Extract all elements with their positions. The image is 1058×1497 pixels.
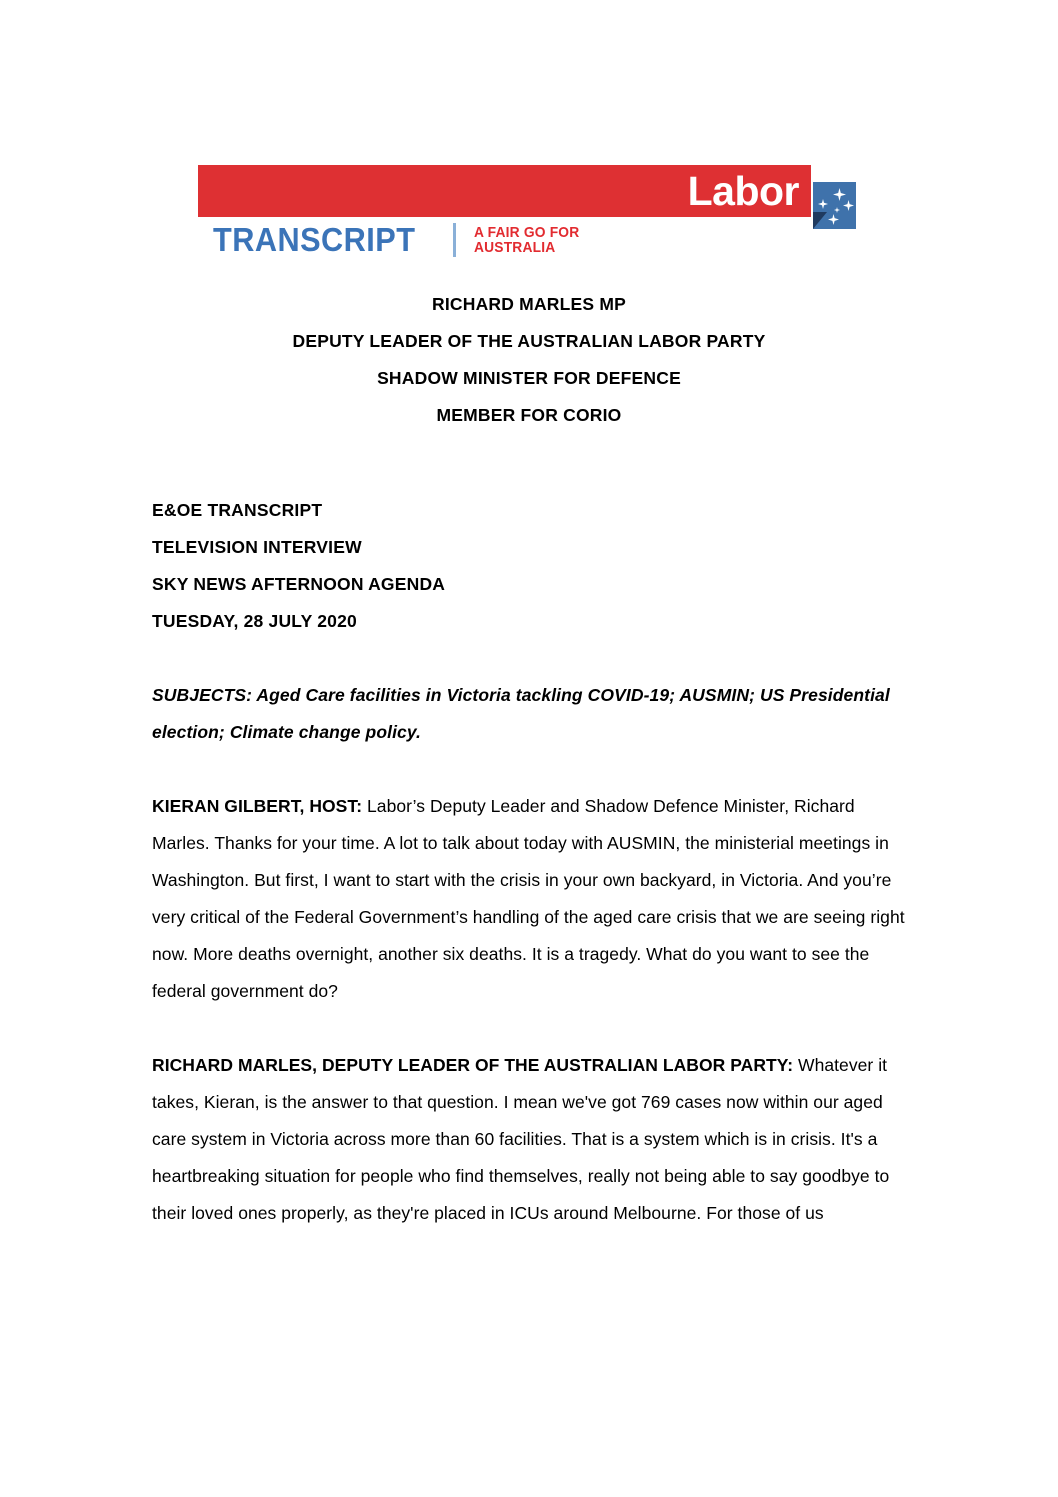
star-icon	[843, 200, 854, 211]
star-icon	[834, 207, 840, 213]
speaker-label: KIERAN GILBERT, HOST:	[152, 796, 367, 816]
meta-line-program: SKY NEWS AFTERNOON AGENDA	[152, 574, 446, 594]
spacer	[152, 751, 906, 788]
page-title-block	[152, 286, 906, 434]
tagline-line-2: AUSTRALIA	[473, 239, 556, 256]
subjects-line: SUBJECTS: Aged Care facilities in Victoria tackling COVID-19; AUSMIN; US Presidential election; Climate change policy.	[152, 685, 890, 742]
logo-divider	[453, 223, 456, 257]
logo-transcript-row	[213, 217, 588, 263]
labor-wordmark: Labor	[687, 168, 799, 214]
transcript-entry	[152, 788, 906, 1010]
tagline-line-1: A FAIR GO FOR	[473, 223, 580, 241]
star-icon	[833, 188, 846, 201]
flag-corner-notch	[813, 212, 827, 229]
star-icon	[818, 199, 828, 209]
spacer	[152, 434, 906, 492]
title-line-role-1: DEPUTY LEADER OF THE AUSTRALIAN LABOR PARTY	[292, 331, 766, 351]
spacer	[152, 640, 906, 677]
transcript-meta-block	[152, 492, 906, 640]
transcript-entry	[152, 1047, 906, 1232]
letterhead-logo	[198, 165, 856, 270]
speaker-text: Whatever it takes, Kieran, is the answer to that question. I mean we've got 769 cases now within our aged care system in Victoria across more than 60 facilities. That is a system which is in crisis. It's a heartbreaking situation for people who find themselves, really not being able to say goodbye to their loved ones properly, as they're placed in ICUs around Melbourne. For those of us	[152, 1055, 890, 1223]
title-line-role-3: MEMBER FOR CORIO	[436, 405, 622, 425]
meta-line-format: TELEVISION INTERVIEW	[152, 537, 362, 557]
logo-red-banner	[198, 165, 811, 217]
document-body	[152, 286, 906, 1232]
transcript-wordmark: TRANSCRIPT	[213, 221, 416, 258]
speaker-text: Labor’s Deputy Leader and Shadow Defence Minister, Richard Marles. Thanks for your time. A lot to talk about today with AUSMIN, the ministerial meetings in Washington. But first, I want to start with the crisis in your own backyard, in Victoria. And you’re very critical of the Federal Government’s handling of the aged care crisis that we are seeing right now. More deaths overnight, another six deaths. It is a tragedy. What do you want to see the federal government do?	[152, 796, 905, 1001]
title-line-role-2: SHADOW MINISTER FOR DEFENCE	[377, 368, 681, 388]
meta-line-date: TUESDAY, 28 JULY 2020	[152, 611, 357, 631]
logo-tagline	[474, 225, 579, 256]
star-icon	[828, 214, 839, 225]
title-line-name: RICHARD MARLES MP	[432, 294, 626, 314]
speaker-label: RICHARD MARLES, DEPUTY LEADER OF THE AUSTRALIAN LABOR PARTY:	[152, 1055, 799, 1075]
meta-line-eoe: E&OE TRANSCRIPT	[152, 500, 323, 520]
spacer	[152, 1010, 906, 1047]
